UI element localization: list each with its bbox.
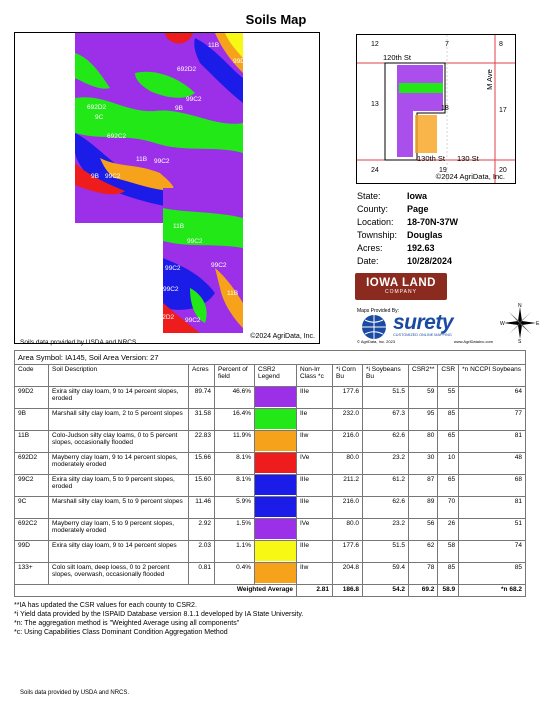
compass-e: E (536, 321, 540, 327)
road-label: 130th St (417, 154, 445, 163)
soil-acres: 89.74 (189, 387, 215, 409)
soils-table (14, 350, 526, 597)
location-map[interactable] (356, 34, 516, 184)
soil-class: IIIe (297, 387, 333, 409)
legend-color (255, 497, 296, 517)
soil-nccpi: 48 (459, 453, 526, 475)
soil-corn: 232.0 (333, 409, 363, 431)
surety-footer (357, 339, 493, 344)
soil-csr2: 89 (409, 497, 438, 519)
soil-label: 11B (173, 223, 185, 230)
info-label: Acres: (357, 243, 383, 253)
soil-soybeans: 67.3 (363, 409, 409, 431)
footnote: *c: Using Capabilities Class Dominant Condition Aggregation Method (14, 629, 228, 636)
soil-label: 692C2 (107, 133, 127, 140)
soil-corn: 80.0 (333, 519, 363, 541)
weighted-average-row (15, 585, 526, 597)
surety-brand: surety (393, 311, 454, 334)
legend-color (255, 387, 296, 407)
soil-description: Marshall silty clay loam, 5 to 9 percent slopes (49, 497, 189, 519)
soil-label: 692D2 (177, 66, 197, 73)
soil-code: 133+ (15, 563, 49, 585)
soil-csr: 65 (438, 431, 459, 453)
soil-csr2: 59 (409, 387, 438, 409)
total-class: 2.81 (297, 585, 333, 597)
col-header: *i Soybeans Bu (363, 365, 409, 387)
section-number: 13 (371, 101, 379, 108)
soil-label: 9B (91, 173, 99, 180)
soil-acres: 0.81 (189, 563, 215, 585)
soil-map-credit: ©2024 AgriData, Inc. (250, 333, 315, 340)
soil-acres: 15.66 (189, 453, 215, 475)
soil-csr2: 62 (409, 541, 438, 563)
soil-corn: 216.0 (333, 497, 363, 519)
soil-description: Exira silty clay loam, 9 to 14 percent slopes, eroded (49, 387, 189, 409)
table-row (15, 431, 526, 453)
soil-csr: 85 (438, 409, 459, 431)
total-csr2: 69.2 (409, 585, 438, 597)
csr2-legend-swatch (255, 475, 297, 497)
soil-class: IIw (297, 431, 333, 453)
soil-percent: 1.5% (215, 519, 255, 541)
soil-percent: 5.9% (215, 497, 255, 519)
soil-soybeans: 62.6 (363, 431, 409, 453)
section-number: 20 (499, 167, 507, 174)
info-value: 10/28/2024 (407, 256, 453, 266)
logo-line1: IOWA LAND (366, 277, 436, 289)
soil-code: 99D2 (15, 387, 49, 409)
csr2-legend-swatch (255, 563, 297, 585)
soil-csr2: 56 (409, 519, 438, 541)
legend-color (255, 409, 296, 429)
section-number: 8 (499, 41, 503, 48)
soil-description: Mayberry clay loam, 5 to 9 percent slopes, moderately eroded (49, 519, 189, 541)
soil-label: 99D (233, 58, 245, 65)
soil-nccpi: 85 (459, 563, 526, 585)
soil-code: 99D (15, 541, 49, 563)
property-info (357, 190, 527, 268)
soil-label: 9B (175, 105, 183, 112)
page-title: Soils Map (245, 12, 307, 27)
total-nccpi: *n 68.2 (459, 585, 526, 597)
soil-nccpi: 74 (459, 541, 526, 563)
csr2-legend-swatch (255, 431, 297, 453)
info-label: Location: (357, 217, 394, 227)
compass-rose-icon (500, 303, 540, 343)
compass-s: S (518, 339, 522, 343)
soil-percent: 8.1% (215, 475, 255, 497)
soil-nccpi: 68 (459, 475, 526, 497)
legend-color (255, 563, 296, 583)
col-header: Soil Description (49, 365, 189, 387)
soil-csr2: 78 (409, 563, 438, 585)
soil-code: 11B (15, 431, 49, 453)
info-label: Date: (357, 256, 379, 266)
soil-acres: 2.03 (189, 541, 215, 563)
location-map-credit: ©2024 AgriData, Inc. (435, 172, 505, 181)
section-number: 19 (439, 167, 447, 174)
soil-label: 99C2 (165, 265, 181, 272)
compass-w: W (500, 321, 505, 327)
csr2-legend-swatch (255, 519, 297, 541)
soil-label: 99C2 (185, 317, 201, 324)
area-symbol: Area Symbol: IA145, Soil Area Version: 27 (15, 351, 526, 365)
soil-corn: 177.6 (333, 387, 363, 409)
soil-acres: 22.83 (189, 431, 215, 453)
info-row-date (357, 255, 527, 268)
road-label: M Ave (484, 69, 494, 90)
soil-csr: 65 (438, 475, 459, 497)
col-header: CSR (438, 365, 459, 387)
col-header: Code (15, 365, 49, 387)
soil-description: Colo-Judson silty clay loams, 0 to 5 percent slopes, occasionally flooded (49, 431, 189, 453)
logo-line2: COMPANY (385, 289, 417, 295)
soil-description: Mayberry clay loam, 9 to 14 percent slopes, moderately eroded (49, 453, 189, 475)
soil-nccpi: 81 (459, 497, 526, 519)
globe-icon (357, 313, 391, 341)
bottom-credit: Soils data provided by USDA and NRCS. (20, 690, 130, 696)
col-header: CSR2** (409, 365, 438, 387)
table-row (15, 409, 526, 431)
col-header: Percent of field (215, 365, 255, 387)
soil-code: 99C2 (15, 475, 49, 497)
legend-color (255, 453, 296, 473)
info-value: 192.63 (407, 243, 435, 253)
csr2-legend-swatch (255, 387, 297, 409)
section-number: 17 (499, 107, 507, 114)
soil-label: 99C2 (187, 238, 203, 245)
footnote: *i Yield data provided by the ISPAID Database version 8.1.1 developed by IA State University. (14, 611, 304, 618)
soil-acres: 2.92 (189, 519, 215, 541)
legend-color (255, 519, 296, 539)
soil-map-canvas (15, 33, 319, 343)
soil-percent: 0.4% (215, 563, 255, 585)
table-row (15, 497, 526, 519)
soil-percent: 8.1% (215, 453, 255, 475)
soil-code: 692D2 (15, 453, 49, 475)
info-value: Page (407, 204, 429, 214)
soil-label: 99C2 (154, 158, 170, 165)
total-soy: 54.2 (363, 585, 409, 597)
soil-csr: 26 (438, 519, 459, 541)
soil-label: 99C2 (163, 286, 179, 293)
surety-copyright: © AgriData, Inc. 2023 (357, 339, 396, 344)
col-header: CSR2 Legend (255, 365, 297, 387)
legend-color (255, 475, 296, 495)
footnote: *n: The aggregation method is "Weighted Average using all components" (14, 620, 240, 627)
soil-csr: 10 (438, 453, 459, 475)
footnotes (14, 601, 303, 637)
soil-label: 99C2 (105, 173, 121, 180)
compass-n: N (518, 303, 522, 309)
soil-code: 9C (15, 497, 49, 519)
soil-description: Colo silt loam, deep loess, 0 to 2 percent slopes, overwash, occasionally flooded (49, 563, 189, 585)
section-number: 24 (371, 167, 379, 174)
soil-class: IIe (297, 409, 333, 431)
surety-url[interactable]: www.AgriDataInc.com (453, 339, 493, 344)
legend-color (255, 431, 296, 451)
soil-csr: 55 (438, 387, 459, 409)
soil-map[interactable] (14, 32, 320, 344)
info-label: County: (357, 204, 389, 214)
soil-class: IIIe (297, 475, 333, 497)
info-row-county (357, 203, 527, 216)
soil-description: Marshall silty clay loam, 2 to 5 percent slopes (49, 409, 189, 431)
iowa-land-logo (355, 273, 447, 300)
soil-nccpi: 77 (459, 409, 526, 431)
soil-soybeans: 59.4 (363, 563, 409, 585)
surety-tagline: CUSTOMIZED ONLINE MAPPING (393, 333, 452, 337)
soil-corn: 216.0 (333, 431, 363, 453)
csr2-legend-swatch (255, 541, 297, 563)
soil-soybeans: 62.6 (363, 497, 409, 519)
soil-csr: 70 (438, 497, 459, 519)
soil-class: IIIe (297, 541, 333, 563)
soil-label: 11B (136, 156, 148, 163)
section-number: 18 (441, 105, 449, 112)
table-row (15, 453, 526, 475)
table-row (15, 387, 526, 409)
soil-label: 11B (208, 42, 220, 49)
soil-percent: 1.1% (215, 541, 255, 563)
soil-csr2: 80 (409, 431, 438, 453)
info-value: Iowa (407, 191, 428, 201)
info-value: 18-70N-37W (407, 217, 459, 227)
col-header: Acres (189, 365, 215, 387)
soil-label: 11B (227, 290, 239, 297)
soil-label: 692D2 (155, 314, 175, 321)
soil-percent: 11.9% (215, 431, 255, 453)
soil-description: Exira silty clay loam, 9 to 14 percent slopes (49, 541, 189, 563)
soil-soybeans: 23.2 (363, 519, 409, 541)
info-label: State: (357, 191, 381, 201)
info-row-state (357, 190, 527, 203)
soil-csr: 58 (438, 541, 459, 563)
soil-corn: 204.8 (333, 563, 363, 585)
soil-corn: 177.6 (333, 541, 363, 563)
soil-rows (15, 387, 526, 585)
road-label: 120th St (383, 53, 411, 62)
legend-color (255, 541, 296, 561)
table-row (15, 563, 526, 585)
surety-logo (355, 308, 495, 344)
info-row-township (357, 229, 527, 242)
total-csr: 58.9 (438, 585, 459, 597)
csr2-legend-swatch (255, 409, 297, 431)
soil-nccpi: 64 (459, 387, 526, 409)
section-number: 7 (445, 41, 449, 48)
info-row-location (357, 216, 527, 229)
soil-label: 99C2 (186, 96, 202, 103)
soil-acres: 31.58 (189, 409, 215, 431)
soil-csr2: 30 (409, 453, 438, 475)
info-label: Township: (357, 230, 398, 240)
soil-class: IVe (297, 519, 333, 541)
info-row-acres (357, 242, 527, 255)
soil-code: 692C2 (15, 519, 49, 541)
soil-class: IIw (297, 563, 333, 585)
soil-percent: 16.4% (215, 409, 255, 431)
soil-label: 99C2 (211, 262, 227, 269)
soil-acres: 15.60 (189, 475, 215, 497)
soil-nccpi: 81 (459, 431, 526, 453)
soil-class: IVe (297, 453, 333, 475)
section-number: 12 (371, 41, 379, 48)
road-label: 130 St (457, 154, 479, 163)
total-corn: 186.8 (333, 585, 363, 597)
csr2-legend-swatch (255, 497, 297, 519)
soil-description: Exira silty clay loam, 5 to 9 percent slopes, eroded (49, 475, 189, 497)
soil-soybeans: 51.5 (363, 541, 409, 563)
soil-soybeans: 51.5 (363, 387, 409, 409)
soil-csr2: 95 (409, 409, 438, 431)
total-label: Weighted Average (15, 585, 297, 597)
soil-label: 9C (95, 114, 104, 121)
table-row (15, 475, 526, 497)
usda-credit: Soils data provided by USDA and NRCS. (20, 339, 139, 346)
soil-soybeans: 61.2 (363, 475, 409, 497)
info-value: Douglas (407, 230, 443, 240)
soil-class: IIIe (297, 497, 333, 519)
soil-code: 9B (15, 409, 49, 431)
csr2-legend-swatch (255, 453, 297, 475)
soil-percent: 46.6% (215, 387, 255, 409)
maps-provided-by: Maps Provided By: (357, 308, 399, 314)
soil-corn: 80.0 (333, 453, 363, 475)
table-header-row (15, 365, 526, 387)
col-header: Non-Irr Class *c (297, 365, 333, 387)
col-header: *i Corn Bu (333, 365, 363, 387)
soil-csr2: 87 (409, 475, 438, 497)
soil-corn: 211.2 (333, 475, 363, 497)
soil-nccpi: 51 (459, 519, 526, 541)
col-header: *n NCCPI Soybeans (459, 365, 526, 387)
area-row (15, 351, 526, 365)
soil-acres: 11.46 (189, 497, 215, 519)
soil-soybeans: 23.2 (363, 453, 409, 475)
table-row (15, 519, 526, 541)
soil-csr: 85 (438, 563, 459, 585)
soil-label: 692D2 (87, 104, 107, 111)
table-row (15, 541, 526, 563)
footnote: **IA has updated the CSR values for each county to CSR2. (14, 602, 197, 609)
